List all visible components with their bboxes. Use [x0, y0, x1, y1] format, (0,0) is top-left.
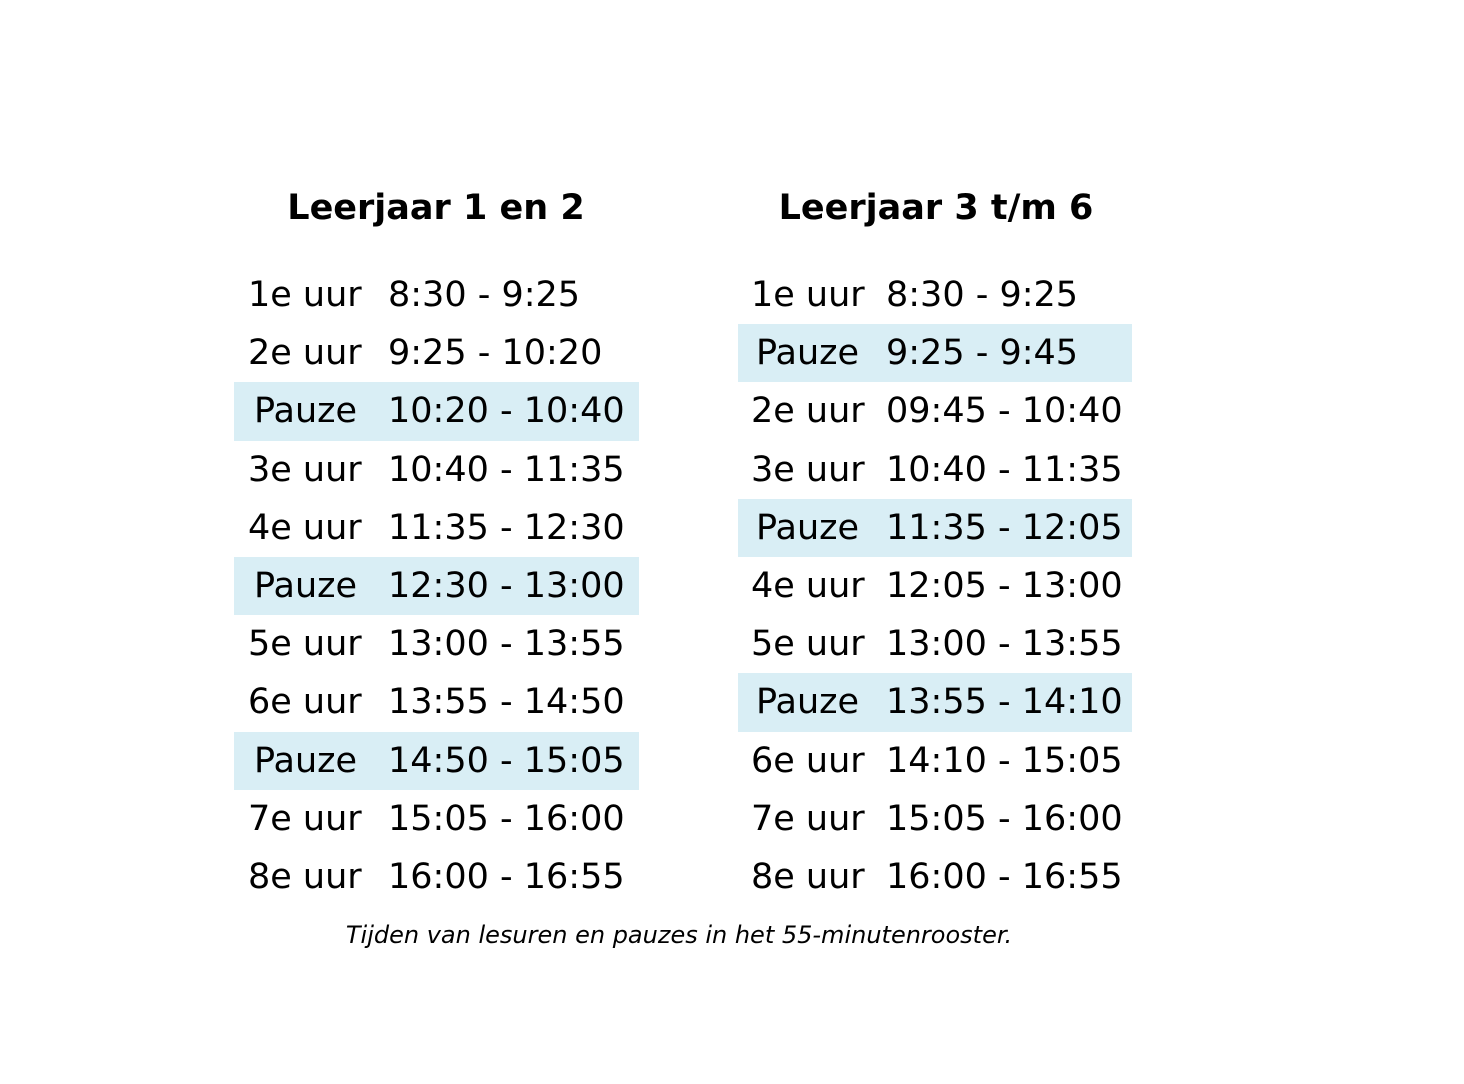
pause-label: Pauze [756, 682, 860, 723]
lesson-row [738, 557, 1132, 615]
pause-label: Pauze [254, 391, 358, 432]
lesson-label: 2e uur [751, 391, 865, 432]
time-range: 15:05 - 16:00 [388, 798, 625, 839]
lesson-label: 8e uur [751, 856, 865, 897]
lesson-label: 1e uur [751, 275, 865, 315]
lesson-row [738, 790, 1132, 848]
time-range: 13:00 - 13:55 [388, 624, 625, 665]
time-range: 11:35 - 12:30 [388, 507, 625, 548]
lesson-label: 5e uur [248, 624, 362, 665]
schedule-leerjaar-3-tm-6 [738, 266, 1132, 906]
pause-label: Pauze [756, 333, 860, 374]
heading-leerjaar-3-tm-6: Leerjaar 3 t/m 6 [778, 188, 1094, 228]
time-range: 13:00 - 13:55 [886, 624, 1123, 665]
lesson-row [234, 790, 639, 848]
lesson-label: 6e uur [751, 740, 865, 781]
pause-row [738, 324, 1132, 382]
time-range: 13:55 - 14:10 [886, 682, 1123, 723]
lesson-label: 7e uur [751, 798, 865, 839]
lesson-row [234, 266, 639, 324]
time-range: 13:55 - 14:50 [388, 682, 625, 723]
time-range: 12:30 - 13:00 [388, 565, 625, 606]
lesson-label: 7e uur [248, 798, 362, 839]
lesson-row [738, 382, 1132, 440]
time-range: 10:20 - 10:40 [388, 391, 625, 432]
lesson-row [738, 441, 1132, 499]
pause-row [234, 557, 639, 615]
pause-row [234, 732, 639, 790]
time-range: 09:45 - 10:40 [886, 391, 1123, 432]
lesson-label: 6e uur [248, 682, 362, 723]
time-range: 14:10 - 15:05 [886, 740, 1123, 781]
lesson-label: 1e uur [248, 275, 362, 315]
pause-label: Pauze [254, 740, 358, 781]
pause-label: Pauze [756, 507, 860, 548]
lesson-label: 8e uur [248, 856, 362, 897]
time-range: 10:40 - 11:35 [886, 449, 1123, 490]
lesson-label: 4e uur [751, 565, 865, 606]
lesson-label: 3e uur [751, 449, 865, 490]
time-range: 14:50 - 15:05 [388, 740, 625, 781]
caption: Tijden van lesuren en pauzes in het 55-minutenrooster. [345, 921, 1013, 949]
time-range: 11:35 - 12:05 [886, 507, 1123, 548]
time-range: 10:40 - 11:35 [388, 449, 625, 490]
time-range: 8:30 - 9:25 [886, 275, 1079, 315]
lesson-row [738, 266, 1132, 324]
lesson-label: 2e uur [248, 333, 362, 374]
heading-leerjaar-1-en-2: Leerjaar 1 en 2 [287, 188, 585, 228]
time-range: 8:30 - 9:25 [388, 275, 581, 315]
lesson-label: 5e uur [751, 624, 865, 665]
time-range: 9:25 - 10:20 [388, 333, 603, 374]
lesson-row [234, 673, 639, 731]
lesson-row [234, 499, 639, 557]
pause-row [738, 499, 1132, 557]
pause-label: Pauze [254, 565, 358, 606]
lesson-label: 3e uur [248, 449, 362, 490]
lesson-row [738, 848, 1132, 906]
schedule-leerjaar-1-en-2 [234, 266, 639, 906]
time-range: 16:00 - 16:55 [388, 856, 625, 897]
pause-row [738, 673, 1132, 731]
time-range: 15:05 - 16:00 [886, 798, 1123, 839]
lesson-row [234, 441, 639, 499]
lesson-row [234, 848, 639, 906]
lesson-label: 4e uur [248, 507, 362, 548]
pause-row [234, 382, 639, 440]
time-range: 9:25 - 9:45 [886, 333, 1079, 374]
time-range: 16:00 - 16:55 [886, 856, 1123, 897]
lesson-row [234, 324, 639, 382]
lesson-row [738, 732, 1132, 790]
time-range: 12:05 - 13:00 [886, 565, 1123, 606]
lesson-row [738, 615, 1132, 673]
lesson-row [234, 615, 639, 673]
